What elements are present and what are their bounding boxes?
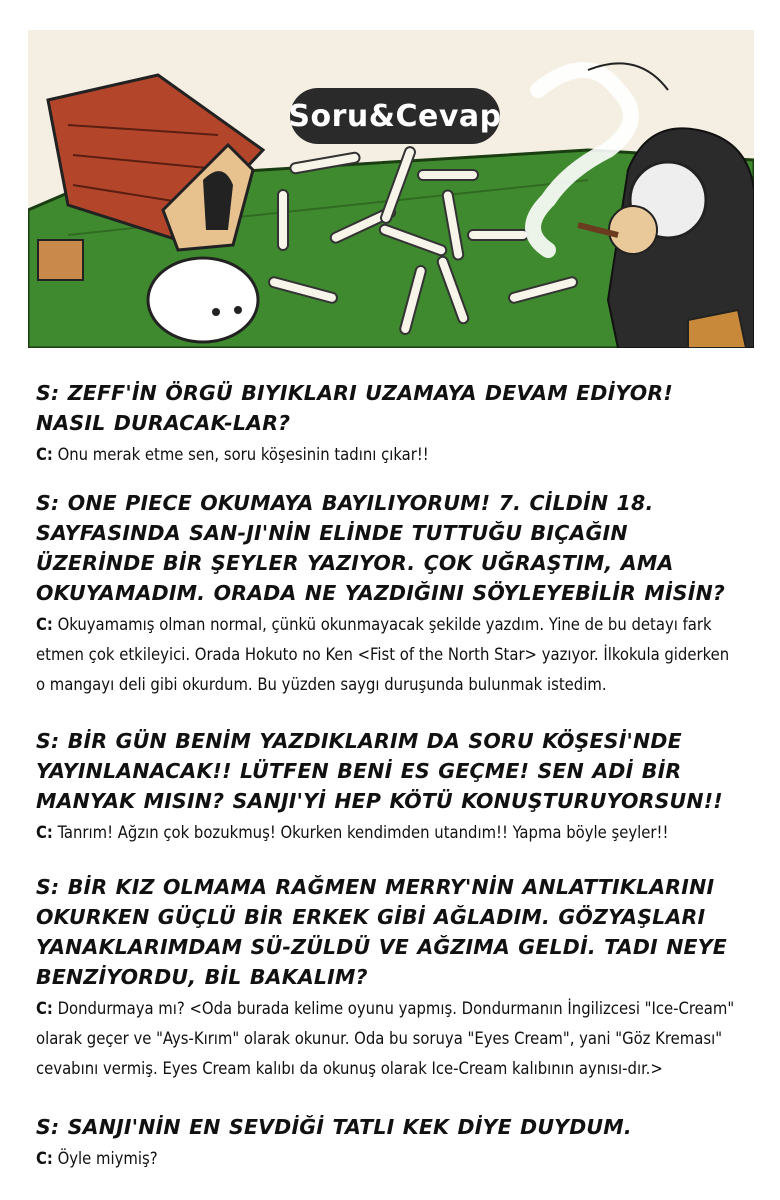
question-text: S: ZEFF'İN ÖRGÜ BIYIKLARI UZAMAYA DEVAM EDİYOR! NASIL DURACAK-LAR? [36, 381, 673, 435]
answer [36, 994, 742, 1084]
answer [36, 1144, 742, 1174]
answer-text: Okuyamamış olman normal, çünkü okunmayacak şekilde yazdım. Yine de bu detayı fark etmen çok etkileyici. Orada Hokuto no Ken <Fist of the North Star> yazıyor. İlkokula giderken o mangayı deli gibi okurdum. Bu yüzden saygı duruşunda bulunmak istedim. [36, 615, 730, 694]
answer-prefix: C: [36, 615, 53, 634]
qa-item [36, 378, 742, 470]
answer-text: Onu merak etme sen, soru köşesinin tadını çıkar!! [57, 445, 429, 464]
answer [36, 818, 742, 848]
page-title: Soru&Cevap [288, 98, 502, 134]
answer-prefix: C: [36, 999, 53, 1018]
question-text: S: BİR GÜN BENİM YAZDIKLARIM DA SORU KÖŞESİ'NDE YAYINLANACAK!! LÜTFEN BENİ ES GEÇME! SEN ADİ BİR MANYAK MISIN? SANJI'Yİ HEP KÖTÜ KONUŞTURUYORSUN!! [36, 729, 723, 813]
qa-item [36, 488, 742, 700]
answer-prefix: C: [36, 1149, 53, 1168]
illustration-art [28, 30, 754, 348]
qa-item [36, 872, 742, 1084]
answer-prefix: C: [36, 823, 53, 842]
header-illustration [28, 30, 754, 348]
qa-item [36, 726, 742, 848]
question-text: S: ONE PIECE OKUMAYA BAYILIYORUM! 7. CİLDİN 18. SAYFASINDA SAN-JI'NİN ELİNDE TUTTUĞU BIÇAĞIN ÜZERİNDE BİR ŞEYLER YAZIYOR. ÇOK UĞRAŞTIM, AMA OKUYAMADIM. ORADA NE YAZDIĞINI SÖYLEYEBİLİR MİSİN? [36, 491, 726, 605]
page-title-badge [290, 88, 500, 144]
qa-item [36, 1112, 742, 1174]
question-text: S: SANJI'NİN EN SEVDİĞİ TATLI KEK DİYE DUYDUM. [36, 1115, 632, 1139]
answer-text: Öyle miymiş? [57, 1149, 158, 1168]
answer [36, 440, 742, 470]
answer-text: Dondurmaya mı? <Oda burada kelime oyunu yapmış. Dondurmanın İngilizcesi "Ice-Cream" olarak geçer ve "Ays-Kırım" olarak okunur. Oda bu soruya "Eyes Cream", yani "Göz Kreması" cevabını vermiş. Eyes Cream kalıbı da okunuş olarak Ice-Cream kalıbının aynısı-dır.> [36, 999, 735, 1078]
answer-prefix: C: [36, 445, 53, 464]
question-text: S: BİR KIZ OLMAMA RAĞMEN MERRY'NİN ANLATTIKLARINI OKURKEN GÜÇLÜ BİR ERKEK GİBİ AĞLADIM. GÖZYAŞLARI YANAKLARIMDAM SÜ-ZÜLDÜ VE AĞZIMA GELDİ. TADI NEYE BENZİYORDU, BİL BAKALIM? [36, 875, 728, 989]
answer-text: Tanrım! Ağzın çok bozukmuş! Okurken kendimden utandım!! Yapma böyle şeyler!! [57, 823, 669, 842]
answer [36, 610, 742, 700]
